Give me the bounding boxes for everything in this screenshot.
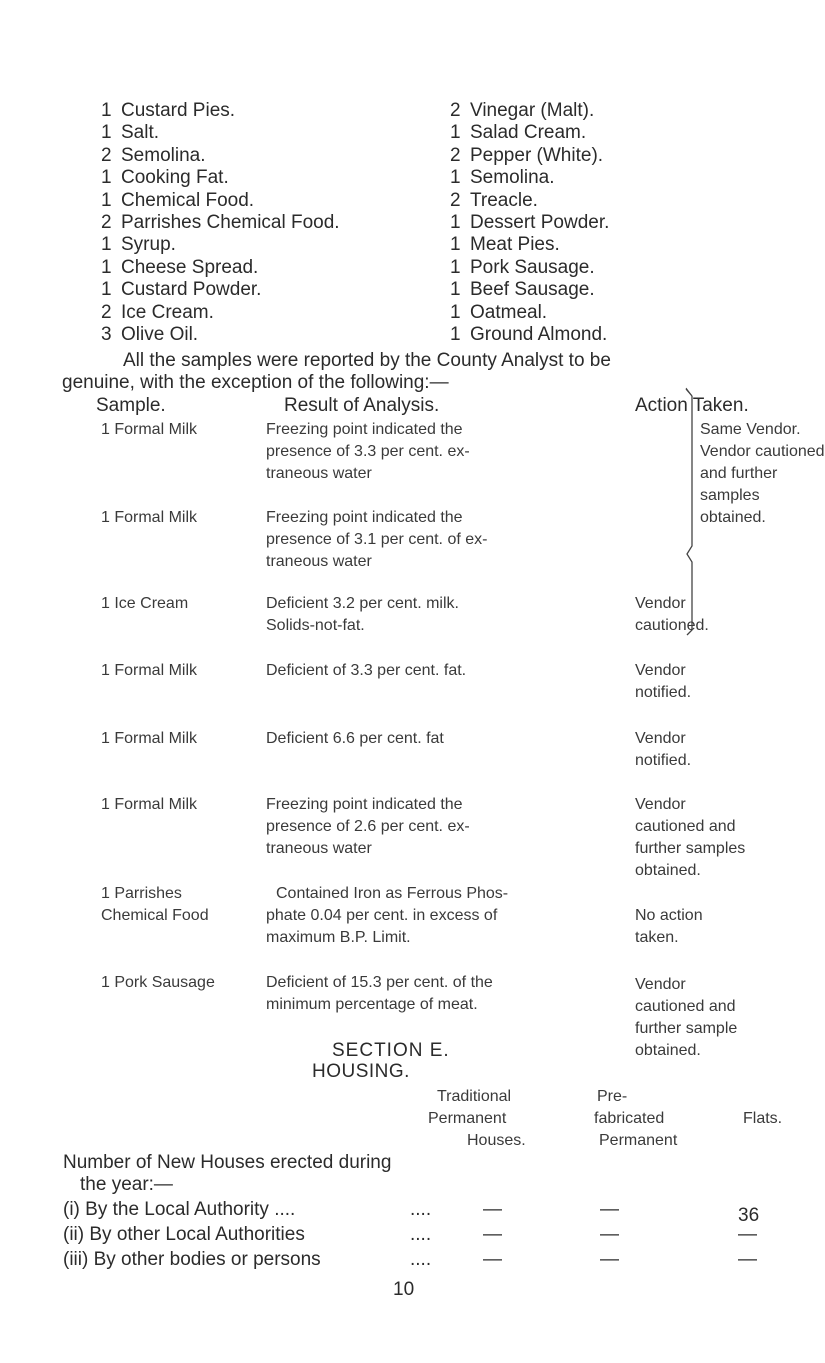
samples-list-left <box>101 100 340 346</box>
entry-7-action-2: taken. <box>635 929 679 946</box>
sample-left-item <box>101 302 340 324</box>
entry-1-result-1: Freezing point indicated the <box>266 421 463 438</box>
entry-7-result-3: maximum B.P. Limit. <box>266 929 411 946</box>
housing-row-2-label: (ii) By other Local Authorities <box>63 1224 305 1245</box>
sample-right-item <box>450 324 609 346</box>
housing-row-3-flats: — <box>738 1249 757 1270</box>
sample-name: Pork Sausage. <box>470 256 595 278</box>
sample-left-item <box>101 324 340 346</box>
sample-qty: 2 <box>101 301 112 323</box>
entry-6-sample: 1 Formal Milk <box>101 796 198 813</box>
sample-right-item <box>450 100 609 122</box>
sample-name: Meat Pies. <box>470 234 560 256</box>
sample-right-item <box>450 234 609 256</box>
page-number: 10 <box>393 1279 415 1300</box>
entry-7-action-1: No action <box>635 907 703 924</box>
entry-8-action-2: cautioned and <box>635 998 736 1015</box>
housing-row-3-label: (iii) By other bodies or persons <box>63 1249 321 1270</box>
entry-8-action-3: further sample <box>635 1020 738 1037</box>
sample-name: Dessert Powder. <box>470 211 610 233</box>
entry-3-action-2: cautioned. <box>635 617 709 634</box>
sample-name: Treacle. <box>470 189 538 211</box>
entry-3-result-2: Solids-not-fat. <box>266 617 365 634</box>
housing-col2-line1: Pre- <box>597 1088 628 1105</box>
entry-5-result-1: Deficient 6.6 per cent. fat <box>266 730 444 747</box>
sample-qty: 1 <box>101 234 112 256</box>
housing-col1-line3: Houses. <box>467 1132 526 1149</box>
entry-3-result-1: Deficient 3.2 per cent. milk. <box>266 595 459 612</box>
sample-qty: 1 <box>101 122 112 144</box>
entry-8-result-2: minimum percentage of meat. <box>266 996 478 1013</box>
sample-right-item <box>450 122 609 144</box>
sample-left-item <box>101 234 340 256</box>
entry-3-action-1: Vendor <box>635 595 686 612</box>
sample-left-item <box>101 212 340 234</box>
entry-2-result-3: traneous water <box>266 553 372 570</box>
entry-7-result-2: phate 0.04 per cent. in excess of <box>266 907 498 924</box>
sample-qty: 1 <box>101 189 112 211</box>
sample-name: Olive Oil. <box>121 323 199 345</box>
entry-8-result-1: Deficient of 15.3 per cent. of the <box>266 974 493 991</box>
entry-1-2-action-1: Same Vendor. <box>700 421 801 438</box>
entry-7-sample-1: 1 Parrishes <box>101 885 182 902</box>
sample-qty: 2 <box>450 189 461 211</box>
housing-col2-line2: fabricated <box>594 1110 665 1127</box>
sample-qty: 1 <box>450 234 461 256</box>
sample-right-item <box>450 167 609 189</box>
header-action: Action Taken. <box>635 395 749 416</box>
entry-6-action-1: Vendor <box>635 796 686 813</box>
entry-8-action-4: obtained. <box>635 1042 701 1059</box>
sample-left-item <box>101 279 340 301</box>
entry-5-sample: 1 Formal Milk <box>101 730 198 747</box>
sample-qty: 1 <box>450 279 461 301</box>
housing-row-1-flats: 36 <box>738 1205 760 1226</box>
sample-qty: 2 <box>450 144 461 166</box>
header-sample: Sample. <box>96 395 166 416</box>
samples-list-right <box>450 100 609 346</box>
sample-name: Ground Almond. <box>470 323 608 345</box>
sample-qty: 1 <box>450 301 461 323</box>
sample-qty: 2 <box>101 211 112 233</box>
sample-name: Parrishes Chemical Food. <box>121 211 340 233</box>
entry-4-action-1: Vendor <box>635 662 686 679</box>
entry-4-result-1: Deficient of 3.3 per cent. fat. <box>266 662 467 679</box>
sample-name: Salad Cream. <box>470 122 587 144</box>
sample-right-item <box>450 145 609 167</box>
entry-1-2-action-2: Vendor cautioned <box>700 443 825 460</box>
sample-qty: 1 <box>450 122 461 144</box>
sample-qty: 1 <box>101 167 112 189</box>
sample-right-item <box>450 212 609 234</box>
section-subtitle: HOUSING. <box>312 1061 410 1082</box>
housing-row-2-pre: — <box>600 1224 619 1245</box>
entry-5-action-1: Vendor <box>635 730 686 747</box>
section-title: SECTION E. <box>332 1040 450 1061</box>
sample-name: Beef Sausage. <box>470 279 595 301</box>
sample-name: Pepper (White). <box>470 144 604 166</box>
sample-name: Ice Cream. <box>121 301 214 323</box>
entry-5-action-2: notified. <box>635 752 692 769</box>
housing-row-2-flats: — <box>738 1224 757 1245</box>
entry-1-2-action-3: and further <box>700 465 778 482</box>
housing-row-1-trad: — <box>483 1199 502 1220</box>
sample-left-item <box>101 122 340 144</box>
sample-name: Cheese Spread. <box>121 256 259 278</box>
housing-col3: Flats. <box>743 1110 783 1127</box>
sample-qty: 1 <box>450 167 461 189</box>
entry-6-result-3: traneous water <box>266 840 372 857</box>
intro-line-2: genuine, with the exception of the following:— <box>62 372 449 393</box>
sample-left-item <box>101 257 340 279</box>
sample-qty: 2 <box>450 100 461 121</box>
sample-name: Custard Pies. <box>121 100 236 121</box>
entry-1-sample: 1 Formal Milk <box>101 421 198 438</box>
housing-row-3-dots: .... <box>410 1249 432 1270</box>
sample-name: Vinegar (Malt). <box>470 100 595 121</box>
sample-name: Semolina. <box>121 144 206 166</box>
sample-right-item <box>450 257 609 279</box>
entry-2-result-2: presence of 3.1 per cent. of ex- <box>266 531 488 548</box>
entry-1-2-action-4: samples <box>700 487 760 504</box>
entry-6-action-3: further samples <box>635 840 746 857</box>
sample-left-item <box>101 100 340 122</box>
housing-row-1-pre: — <box>600 1199 619 1220</box>
housing-col2-line3: Permanent <box>599 1132 678 1149</box>
entry-1-2-action-5: obtained. <box>700 509 766 526</box>
housing-row-3-pre: — <box>600 1249 619 1270</box>
sample-qty: 1 <box>450 256 461 278</box>
housing-row-1-dots: .... <box>410 1199 432 1220</box>
sample-qty: 1 <box>450 323 461 345</box>
housing-col1-line2: Permanent <box>428 1110 507 1127</box>
sample-left-item <box>101 190 340 212</box>
sample-name: Semolina. <box>470 167 555 189</box>
header-result: Result of Analysis. <box>284 395 440 416</box>
housing-row-2-dots: .... <box>410 1224 432 1245</box>
entry-6-action-2: cautioned and <box>635 818 736 835</box>
entry-4-sample: 1 Formal Milk <box>101 662 198 679</box>
housing-row-1-label: (i) By the Local Authority .... <box>63 1199 296 1220</box>
entry-8-sample: 1 Pork Sausage <box>101 974 215 991</box>
intro-line-1: All the samples were reported by the County Analyst to be <box>123 350 611 371</box>
sample-right-item <box>450 190 609 212</box>
sample-qty: 3 <box>101 323 112 345</box>
housing-lead-1: Number of New Houses erected during <box>63 1152 392 1173</box>
housing-lead-2: the year:— <box>80 1174 173 1195</box>
entry-7-result-1: Contained Iron as Ferrous Phos- <box>276 885 509 902</box>
entry-1-result-2: presence of 3.3 per cent. ex- <box>266 443 470 460</box>
sample-right-item <box>450 302 609 324</box>
sample-name: Oatmeal. <box>470 301 548 323</box>
sample-name: Chemical Food. <box>121 189 255 211</box>
sample-name: Syrup. <box>121 234 176 256</box>
entry-2-sample: 1 Formal Milk <box>101 509 198 526</box>
entry-2-result-1: Freezing point indicated the <box>266 509 463 526</box>
sample-name: Custard Powder. <box>121 279 262 301</box>
entry-6-result-2: presence of 2.6 per cent. ex- <box>266 818 470 835</box>
sample-qty: 1 <box>101 279 112 301</box>
entry-1-result-3: traneous water <box>266 465 372 482</box>
entry-6-action-4: obtained. <box>635 862 701 879</box>
entry-7-sample-2: Chemical Food <box>101 907 209 924</box>
sample-qty: 1 <box>101 100 112 121</box>
sample-name: Cooking Fat. <box>121 167 229 189</box>
housing-row-3-trad: — <box>483 1249 502 1270</box>
sample-qty: 1 <box>101 256 112 278</box>
sample-left-item <box>101 167 340 189</box>
bracket-icon <box>685 388 693 635</box>
sample-qty: 2 <box>101 144 112 166</box>
sample-right-item <box>450 279 609 301</box>
entry-6-result-1: Freezing point indicated the <box>266 796 463 813</box>
sample-name: Salt. <box>121 122 160 144</box>
sample-left-item <box>101 145 340 167</box>
sample-qty: 1 <box>450 211 461 233</box>
entry-4-action-2: notified. <box>635 684 692 701</box>
housing-row-2-trad: — <box>483 1224 502 1245</box>
entry-8-action-1: Vendor <box>635 976 686 993</box>
entry-3-sample: 1 Ice Cream <box>101 595 189 612</box>
housing-col1-line1: Traditional <box>437 1088 512 1105</box>
